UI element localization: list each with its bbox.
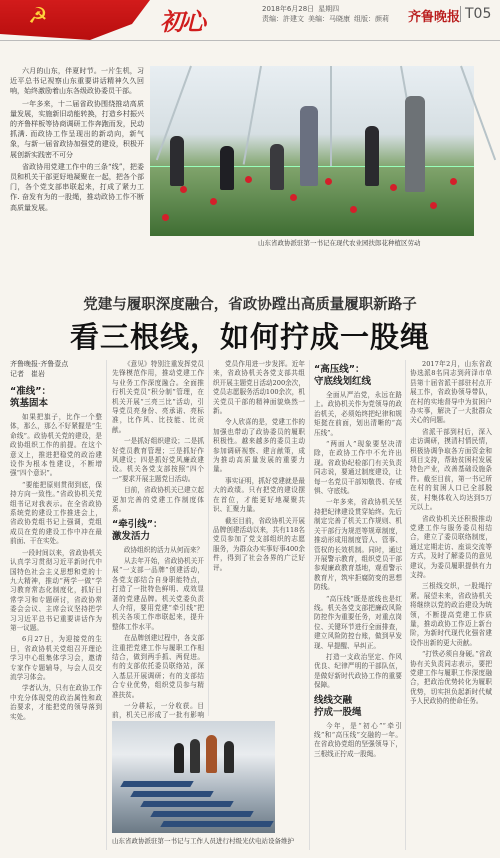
article-column-2: [112, 360, 204, 720]
body-paragraph: 省派干部到村后，深入走访调研，摸清村情民情，积极协调争取各方面资金和项目支持，帮助贫困村发展特色产业，改善基础设施条件。截至目前，第一书记所在村的贫困人口已全部脱贫，村集体收入均达到5万元以上。: [410, 427, 492, 512]
body-paragraph: 政协组织的活力从何而来？: [124, 545, 204, 554]
column-name: 初心: [160, 7, 204, 36]
red-flower: [180, 186, 187, 193]
body-paragraph: 省政协机关还积极推动党建工作与服务委员相结合，建立了委员联络制度，通过定期走访、座谈交流等方式，及时了解委员的意见建议，为委员履职提供有力支持。: [410, 514, 492, 579]
column-divider: [309, 360, 310, 850]
body-paragraph: 如果把旗子，比作一个整体，那么，那么不好紧握是“生命线”。政协机关党的建设，是政协组织工作的前提。在这个意义上，推进把稳党的政治建设作为根本性建设，不断增强“四个意识”。: [10, 413, 102, 478]
designer-credit: 美编：马晓康: [308, 15, 350, 23]
article-column-3: [213, 360, 305, 716]
body-paragraph: 在品牌创建过程中，各支部注重把党建工作与履职工作相结合，做到两手抓、两促进。有的支部依托委员联络站，深入基层开展调研；有的支部结合专业优势，组织党员参与精准扶贫。: [112, 634, 204, 699]
article-column-4: [314, 360, 402, 850]
column-divider: [208, 360, 209, 716]
solar-panel-photo: [112, 721, 275, 833]
body-paragraph: 2017年2月，山东省政协选派8名同志到菏泽市单县第十届省派干部驻村点开展工作，省政协领导带队，在村的实地督导中为贫困户办实事，解决了一大批群众关心的问题。: [410, 360, 492, 425]
issue-weekday: 星期四: [318, 5, 340, 13]
person-figure: [174, 743, 184, 773]
body-paragraph: 三根线交织，一股绳拧紧。展望未来，省政协机关将继续以党的政治建设为统领，不断提高党建工作质量，推动政协工作迈上新台阶，为新时代现代化强省建设作出新的更大贡献。: [410, 582, 492, 647]
red-flower: [350, 206, 357, 213]
body-paragraph: 一段时间以来，省政协机关认真学习贯彻习近平新时代中国特色社会主义思想和党的十九大精神，推动“两学一做”学习教育常态化制度化，抓好日常学习和专题研讨，省政协常委会会议、主席会议坚持把学习习近平总书记重要讲话作为第一议题。: [10, 548, 102, 632]
lead-paragraphs: [10, 66, 144, 274]
page-number: T05: [460, 6, 491, 22]
greenhouse-beam: [330, 66, 332, 166]
body-paragraph: 一分耕耘，一分收获。目前，机关已形成了一批有影响: [112, 702, 204, 720]
body-paragraph: 事实证明，抓好党建就是最大的政绩。只有把党的建设摆在首位，才能更好地凝聚共识、汇聚力量。: [213, 476, 305, 514]
body-paragraph: “打铁必须自身硬。”省政协有关负责同志表示，要把党建工作与履职工作深度融合，把政治优势转化为履职优势，切实担负起新时代赋予人民政协的使命任务。: [410, 650, 492, 706]
hero-photo: [150, 66, 474, 236]
column-divider: [106, 360, 107, 850]
person-figure: [190, 739, 200, 773]
person-figure: [365, 126, 379, 186]
body-paragraph: “两面人”现象要坚决清除，在政协工作中不允许出现。省政协纪检部门有关负责同志说，要通过制度建设，让每一名党员干部知敬畏、存戒惧、守底线。: [314, 440, 402, 496]
bottom-photo-caption: 山东省政协派驻第一书记与工作人员进行村级光伏电站设备维护: [112, 837, 294, 845]
body-paragraph: 全面从严治党，永远在路上。政协机关作为党领导的政治机关，必须始终把纪律和规矩挺在前面，划出清晰的“高压线”。: [314, 391, 402, 437]
lead-paragraph: 一年多来，十二届省政协围绕推动高质量发展，实施新旧动能转换，打造乡村振兴的齐鲁样板等协商调研工作奔跑而发，民动抓满. 而政协工作呈现出的新动向，新气象，与新一届省政协加强党的建设，积极开展创新实践密不可分: [10, 99, 144, 159]
issue-date: 2018年6月28日: [262, 5, 315, 13]
editor-credit: 责编：許建文: [262, 15, 304, 23]
red-flower: [290, 194, 297, 201]
body-paragraph: 目前，省政协机关已建立起更加完善的党建工作制度体系。: [112, 486, 204, 514]
byline-reporter: 记者 崔岩: [10, 370, 45, 378]
hero-photo-caption: 山东省政协派驻第一书记在现代农业园扶郎花种植区劳动: [258, 239, 421, 247]
body-paragraph: 6月27日，为迎接党的生日，省政协机关党组召开理论学习中心组集体学习会，邀请专家作专题辅导，与会人员交流学习体会。: [10, 635, 102, 681]
body-paragraph: 截至目前，省政协机关开展品牌创建活动以来，共有118名党员参加了党支部组织的志愿服务，为群众办实事好事400余件，得到了社会各界的广泛好评。: [213, 516, 305, 572]
red-flower: [430, 202, 437, 209]
person-figure: [224, 741, 234, 773]
article-subtitle: 党建与履职深度融合，省政协蹚出高质量履职新路子: [83, 297, 417, 313]
body-paragraph: 党员作用进一步发挥。近年来，省政协机关各党支部共组织开展主题党日活动200余次，党员志愿服务活动100余次，机关党员干部的精神面貌焕然一新。: [213, 360, 305, 416]
body-paragraph: 今年，是“初心”“牵引线”和“高压线”交融的一年。在省政协党组的坚强领导下，三根线正拧成一股绳。: [314, 721, 402, 758]
header-meta: [262, 4, 393, 24]
column-divider: [405, 360, 406, 850]
solar-panel: [160, 821, 273, 827]
body-paragraph: 从去年开始，省政协机关开展“一支部一品牌”创建活动，各党支部结合自身职能特点，打造了一批特色鲜明、成效显著的党建品牌。机关党委负责人介绍，要用党建“牵引线”把机关各项工作串联起来，提升整体工作水平。: [112, 556, 204, 631]
body-paragraph: “要能把原则贯彻到底，保持方向一致性。”省政协机关党组书记对我表示。在全省政协系统党的建设工作推进会上，省政协党组书记上强调，党组成员在党的建设工作中冲在最前面、干在实处。: [10, 480, 102, 546]
proof-credit: 组版：颜莉: [354, 15, 389, 23]
person-figure: [220, 146, 234, 190]
person-figure: [270, 144, 284, 190]
byline-outlet: 齐鲁晚报·齐鲁壹点: [10, 360, 69, 368]
body-paragraph: 一是抓好组织建设；二是抓好党员教育管理；三是抓好作风建设；四是抓好党风廉政建设。机关各党支部按照“四个一”要求开展主题党日活动。: [112, 437, 204, 483]
section-heading: “高压线”： 守底线划红线: [314, 364, 372, 387]
party-emblem-icon: ☭: [28, 4, 48, 29]
body-paragraph: 学者认为，只有在政协工作中充分体现党的政治属性和政治要求，才能把党的领导落到实处。: [10, 684, 102, 721]
red-flag-banner: [0, 0, 150, 40]
solar-panel: [130, 791, 213, 797]
section-heading: 线线交融 拧成一股绳: [314, 694, 362, 718]
lead-paragraph: 省政协用党建工作中的三条“线”，把委员和机关干部更好地凝聚在一起，把各个部门，各个党支部串联起来，打成了紧力工作. 奋发有为的一股绳，推动政协工作不断高质量发展。: [10, 162, 144, 212]
body-paragraph: 一年多来，省政协机关坚持把纪律建设贯穿始终。先后制定完善了机关工作规则、机关干部行为规范等规章制度，推动形成用制度管人、管事、管权的长效机制。同时，通过开展警示教育，组织党员干部参观廉政教育基地，观看警示教育片，筑牢拒腐防变的思想防线。: [314, 498, 402, 592]
body-paragraph: 令人欣喜的是，党建工作的加强也带动了政协委员的履职积极性。越来越多的委员主动参加调研视察、建言献策，成为推动高质量发展的重要力量。: [213, 418, 305, 474]
body-paragraph: 《意见》特别注重发挥党员先锋模范作用，推动党建工作与业务工作深度融合。全面推行机关党员“积分制”管理，在机关开展“三亮三比”活动，引导党员亮身份、亮承诺、亮标准，比作风、比技能、比贡献。: [112, 360, 204, 434]
header-divider: [0, 40, 500, 41]
lead-paragraph: 六月的山东，伴夏时节。一片生机，习近平总书记视察山东重要讲话精神久久回响，始终激励着山东各级政协委员干部。: [10, 67, 144, 96]
article-column-1: [10, 382, 102, 848]
red-flower: [245, 176, 252, 183]
page-header: [0, 0, 500, 44]
byline: [10, 359, 68, 379]
newspaper-name: 齐鲁晚报: [408, 10, 461, 25]
body-paragraph: “高压线”既是底线也是红线。机关各党支部把廉政风险防控作为重要任务，对重点岗位、关键环节进行全面排查，建立风险防控台账，做到早发现、早提醒、早纠正。: [314, 594, 402, 650]
body-paragraph: 打造一支政治坚定、作风优良、纪律严明的干部队伍，是做好新时代政协工作的重要保障。: [314, 652, 402, 690]
person-figure: [405, 96, 425, 192]
article-title: 看三根线，如何拧成一股绳: [69, 320, 430, 354]
solar-panel: [140, 801, 233, 807]
red-flower: [162, 214, 169, 221]
red-flower: [325, 178, 332, 185]
solar-panel: [150, 811, 253, 817]
red-flower: [450, 178, 457, 185]
section-heading: “准线”： 筑基固本: [10, 386, 51, 409]
person-figure: [170, 136, 184, 186]
person-figure: [206, 735, 217, 773]
solar-panel: [120, 781, 193, 787]
red-flower: [210, 198, 217, 205]
section-heading: “牵引线”： 激发活力: [112, 518, 163, 542]
person-figure: [300, 106, 318, 186]
article-column-5: [410, 360, 492, 850]
red-flower: [390, 184, 397, 191]
